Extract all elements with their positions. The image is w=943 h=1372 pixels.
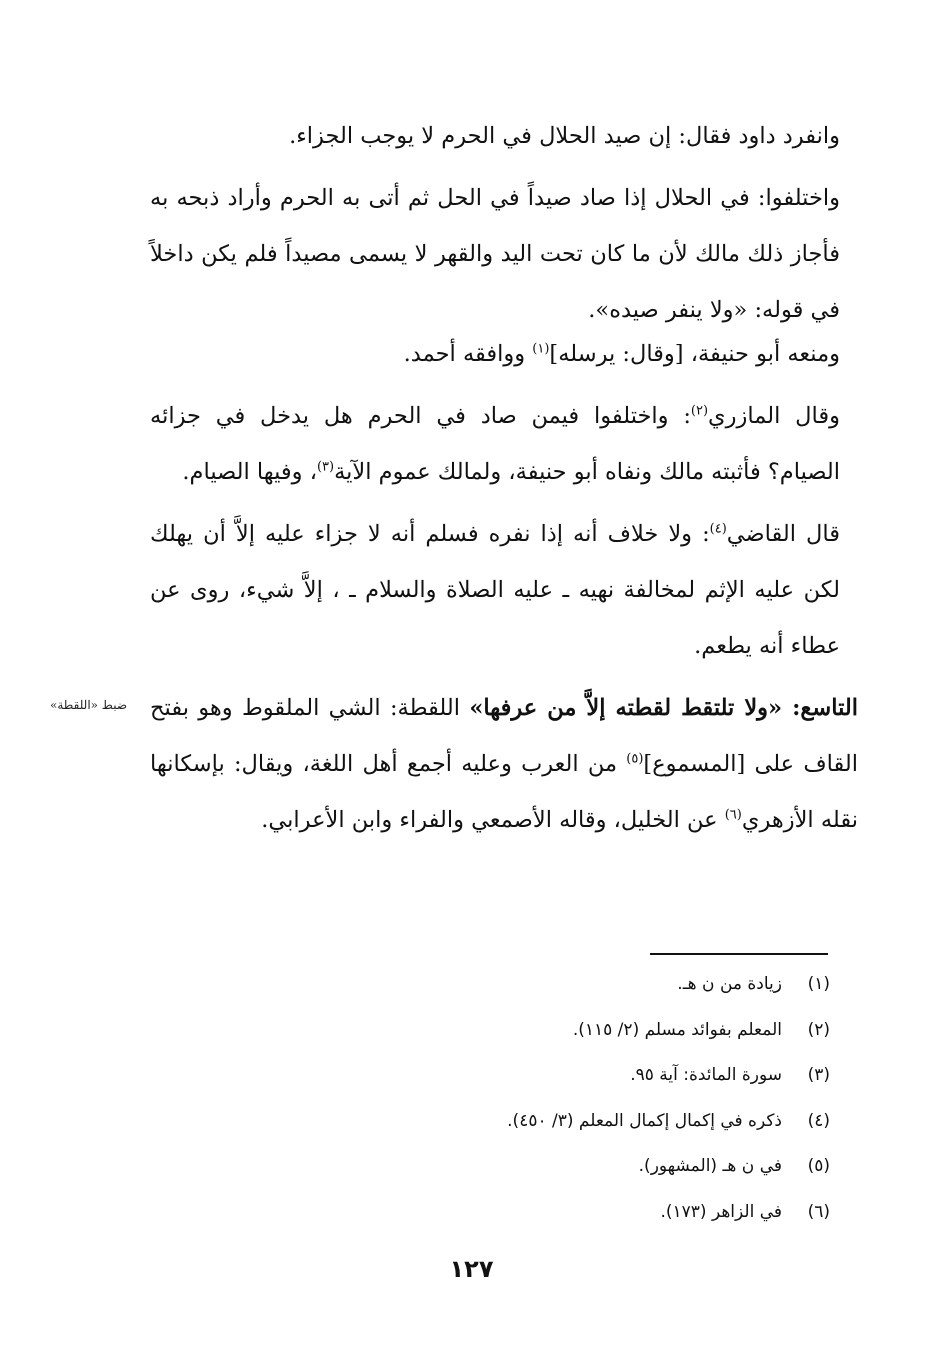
footnote-text: سورة المائدة: آية ٩٥.	[630, 1065, 782, 1085]
footnote-text: زيادة من ن هـ.	[677, 974, 782, 994]
paragraph-ninth-wrapper	[50, 680, 858, 848]
footnote-ref: (٥)	[626, 751, 644, 767]
paragraph-text: وقال المازري	[708, 403, 840, 429]
footnotes	[300, 962, 830, 1235]
paragraph-ikhtalafu	[150, 170, 840, 338]
footnote	[300, 1190, 830, 1236]
footnote-ref: (١)	[532, 341, 550, 357]
paragraph-ninth	[150, 680, 858, 848]
paragraph-text: واختلفوا: في الحلال إذا صاد صيداً في الحل ثم أتى به الحرم وأراد ذبحه به فأجاز ذلك مالك لأن ما كان تحت اليد والقهر لا يسمى مصيداً فلم يكن داخلاً في قوله: «ولا ينفر صيده».	[150, 185, 840, 323]
paragraph-text: ووافقه أحمد.	[403, 341, 533, 367]
page-number: ١٢٧	[449, 1255, 494, 1283]
footnote-ref: (٤)	[709, 521, 727, 537]
footnote-number: (٤)	[807, 1110, 830, 1131]
footnote-separator	[650, 953, 828, 955]
margin-note: ضبط «اللقطة»	[50, 698, 128, 712]
paragraph-mazari	[150, 388, 840, 500]
footnote-number: (٢)	[807, 1019, 830, 1040]
footnote-number: (٣)	[807, 1065, 830, 1085]
paragraph-text: ومنعه أبو حنيفة، [وقال: يرسله]	[549, 341, 840, 367]
footnote-ref: (٣)	[316, 459, 335, 475]
footnote	[300, 1144, 830, 1190]
paragraph-text: : واختلفوا فيمن صاد في الحرم هل يدخل في جزائه الصيام؟ فأثبته مالك ونفاه أبو حنيفة، ولمالك عموم الآية	[150, 403, 840, 485]
paragraph-dawud	[150, 108, 840, 164]
main-text	[50, 108, 858, 848]
paragraph-qadi	[150, 506, 840, 674]
footnote	[300, 1008, 830, 1054]
paragraph-text: قال القاضي	[726, 521, 840, 547]
paragraph-abu-hanifa	[150, 326, 840, 382]
footnote-number: (١)	[807, 974, 830, 994]
footnote-number: (٦)	[807, 1201, 830, 1222]
section-heading: التاسع: «ولا تلتقط لقطته إلاَّ من عرفها»	[469, 695, 858, 721]
footnote	[300, 1053, 830, 1099]
footnote-ref: (٦)	[724, 807, 742, 823]
footnote-text: المعلم بفوائد مسلم (٢/ ١١٥).	[572, 1019, 782, 1040]
paragraph-text: اللقطة: الشي الملقوط وهو بفتح القاف على [المسموع]	[150, 695, 858, 777]
paragraph-text: ، وفيها الصيام.	[182, 459, 317, 485]
paragraph-text: : ولا خلاف أنه إذا نفره فسلم أنه لا جزاء عليه إلاَّ أن يهلك لكن عليه الإثم لمخالفة نهيه ـ عليه الصلاة والسلام ـ ، إلاَّ شيء، روى عن عطاء أنه يطعم.	[150, 521, 840, 659]
footnote-ref: (٢)	[690, 403, 709, 419]
footnote-text: في ن هـ (المشهور).	[638, 1156, 782, 1176]
footnote	[300, 962, 830, 1008]
paragraph-text: من العرب وعليه أجمع أهل اللغة، ويقال: بإسكانها نقله الأزهري	[150, 751, 858, 833]
paragraph-text: عن الخليل، وقاله الأصمعي والفراء وابن الأعرابي.	[261, 807, 725, 833]
footnote-number: (٥)	[807, 1156, 830, 1176]
footnote	[300, 1099, 830, 1145]
paragraph-text: وانفرد داود فقال: إن صيد الحلال في الحرم لا يوجب الجزاء.	[289, 123, 840, 149]
footnote-text: في الزاهر (١٧٣).	[660, 1201, 782, 1222]
footnote-text: ذكره في إكمال إكمال المعلم (٣/ ٤٥٠).	[507, 1110, 782, 1131]
